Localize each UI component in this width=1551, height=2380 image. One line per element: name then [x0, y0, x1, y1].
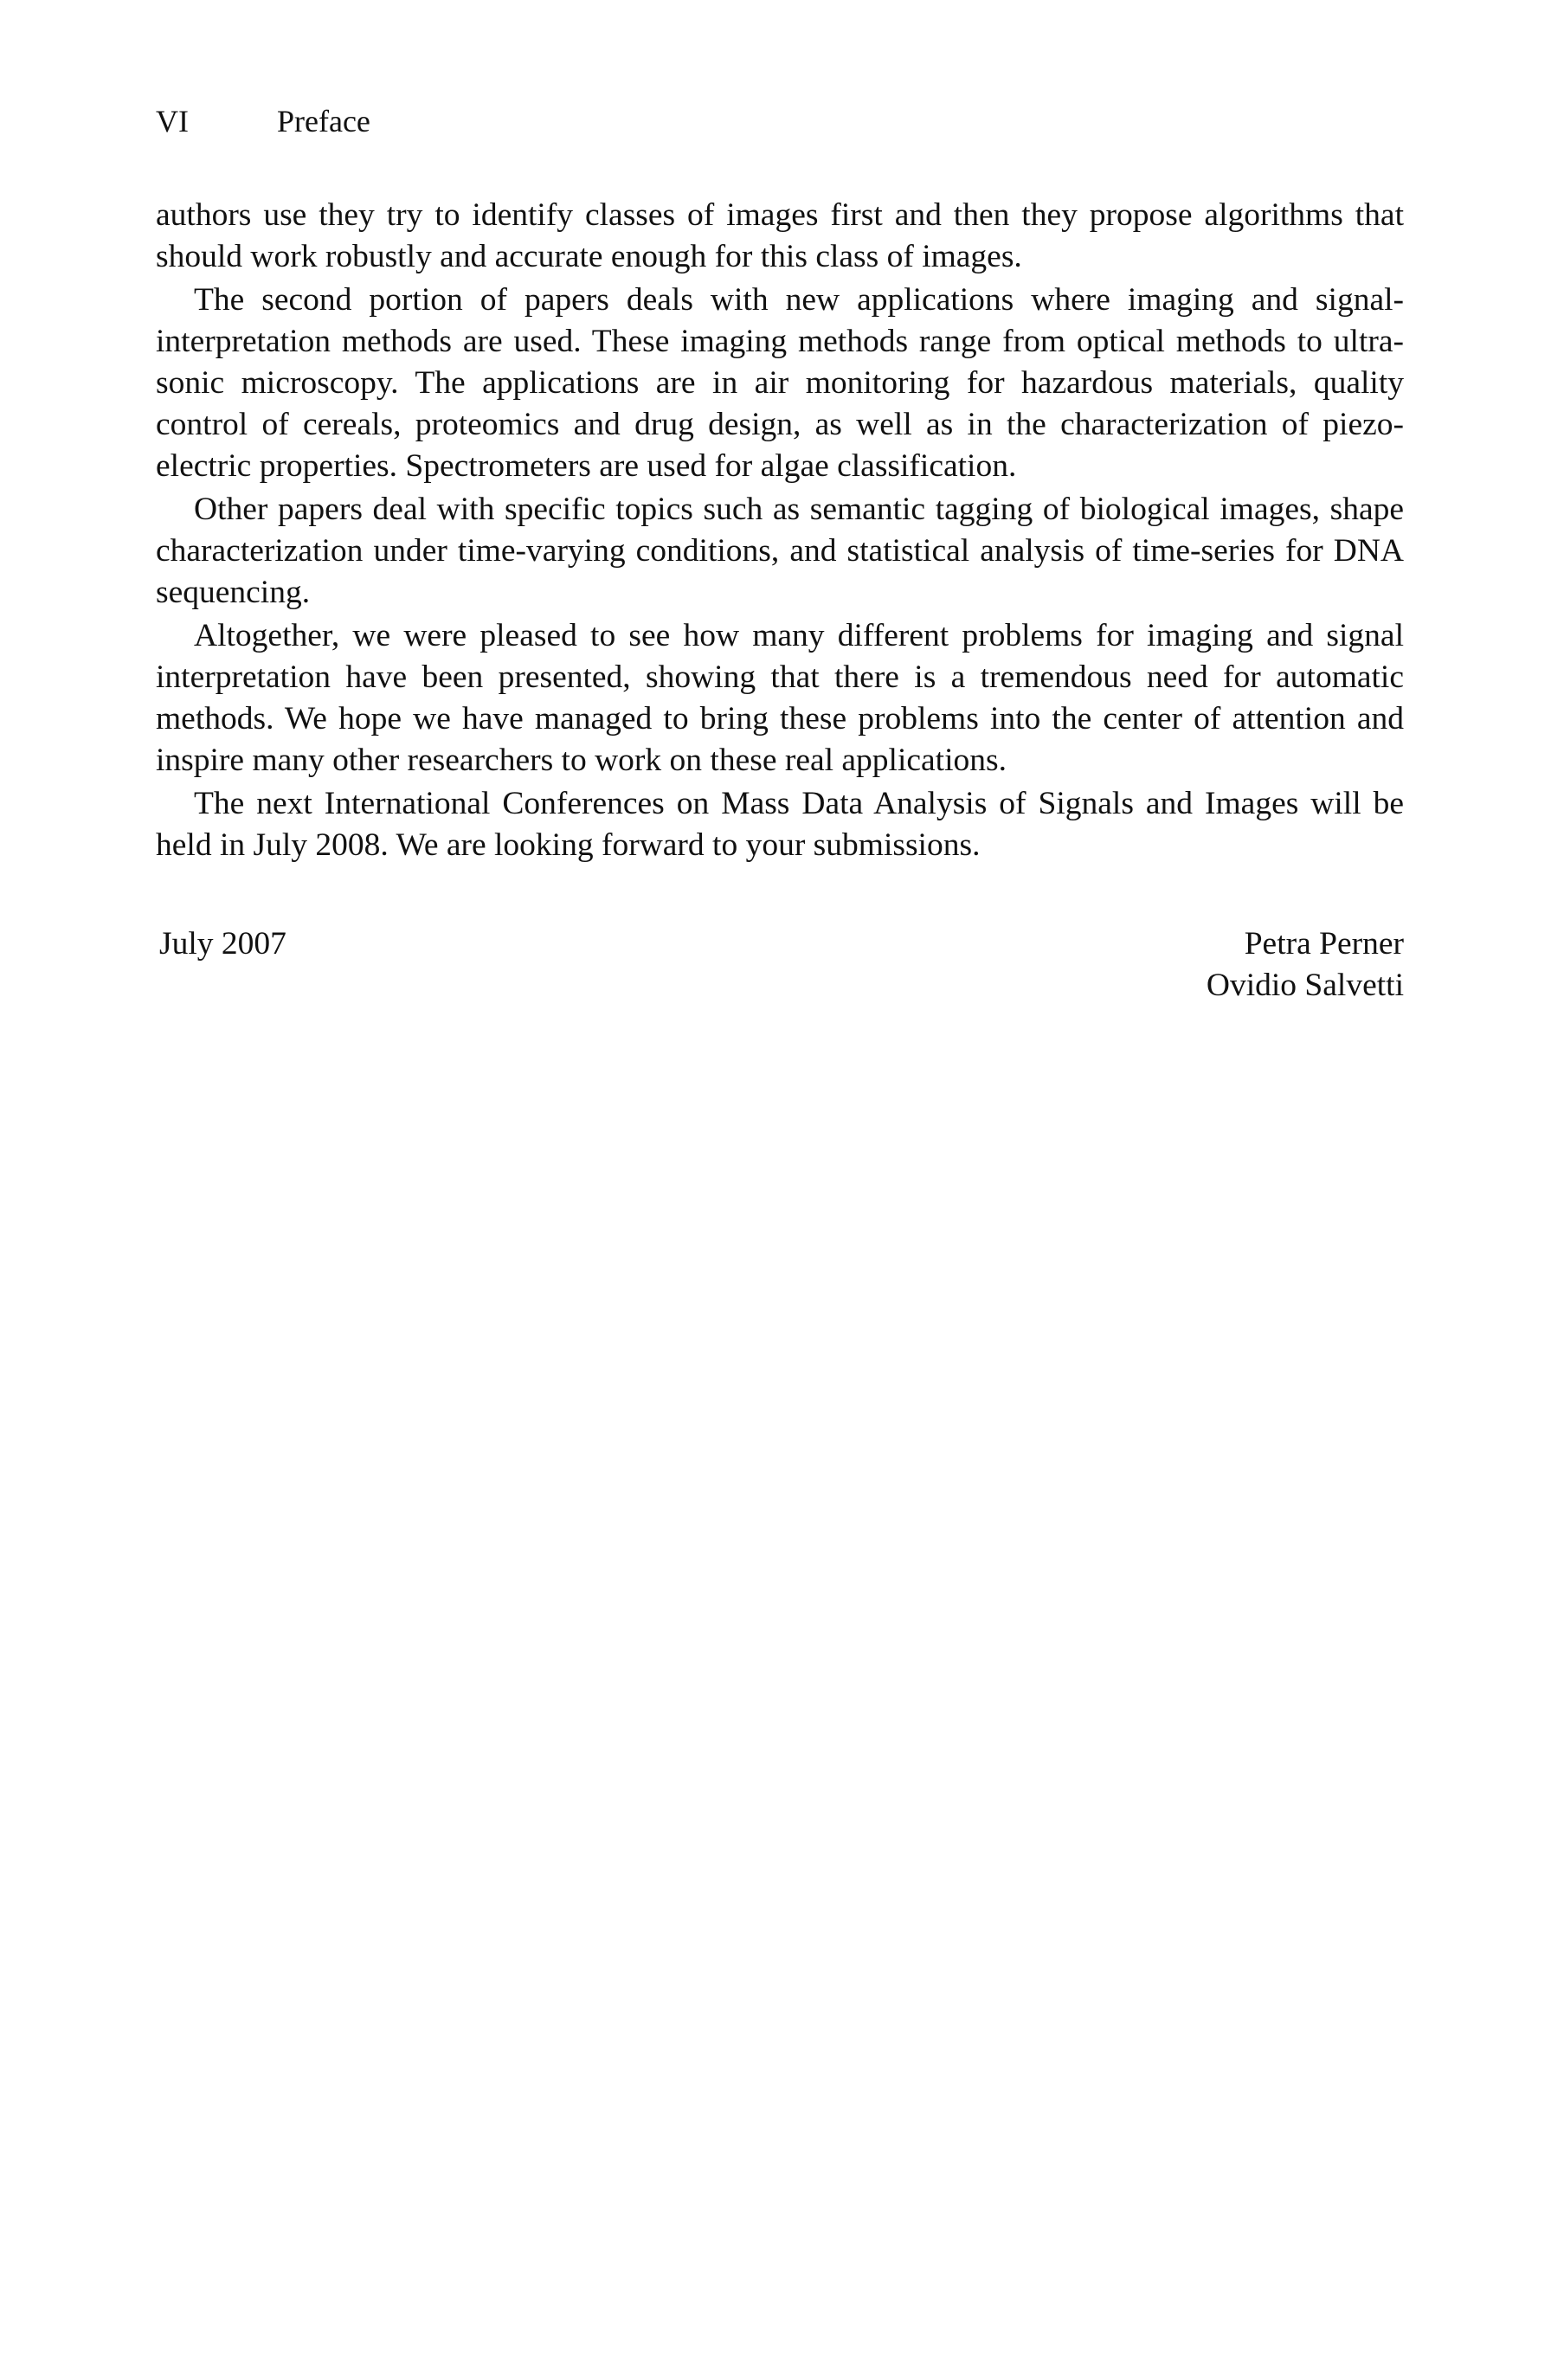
signature-authors	[1207, 923, 1404, 1007]
body-text	[156, 195, 1404, 866]
author-name: Ovidio Salvetti	[1206, 968, 1404, 1003]
running-head	[156, 95, 1404, 147]
paragraph-next-conference: The next International Conferences on Mass Data Analysis of Signals and Images will be held in July 2008. We are looking forward to your submissions.	[156, 786, 1404, 863]
paragraph-continuation: authors use they try to identify classes of images first and then they propose algorithms that should work robustly and accurate enough for this class of images.	[156, 197, 1404, 274]
paragraph-other-papers: Other papers deal with specific topics such as semantic tagging of biological images, shape characterization under time-varying conditions, and statistical analysis of time-series for DNA sequencing.	[156, 492, 1404, 610]
signature-date: July 2007	[159, 926, 286, 962]
page-number: VI	[156, 104, 189, 138]
section-title: Preface	[277, 104, 370, 138]
paragraph-applications: The second portion of papers deals with new applications where imaging and signal-interpretation methods are used. These imaging methods range from optical methods to ultra-sonic microscopy. The applications are in air monitoring for hazardous materials, quality control of cereals, proteomics and drug design, as well as in the characterization of piezo-electric properties. Spectrometers are used for algae classification.	[156, 282, 1404, 484]
author-name: Petra Perner	[1244, 926, 1404, 962]
signature-block	[156, 923, 1404, 1027]
paragraph-altogether: Altogether, we were pleased to see how many different problems for imaging and signal interpretation have been presented, showing that there is a tremendous need for automatic methods. We hope we have managed to bring these problems into the center of attention and inspire many other researchers to work on these real applications.	[156, 618, 1404, 778]
page	[156, 95, 1404, 1027]
